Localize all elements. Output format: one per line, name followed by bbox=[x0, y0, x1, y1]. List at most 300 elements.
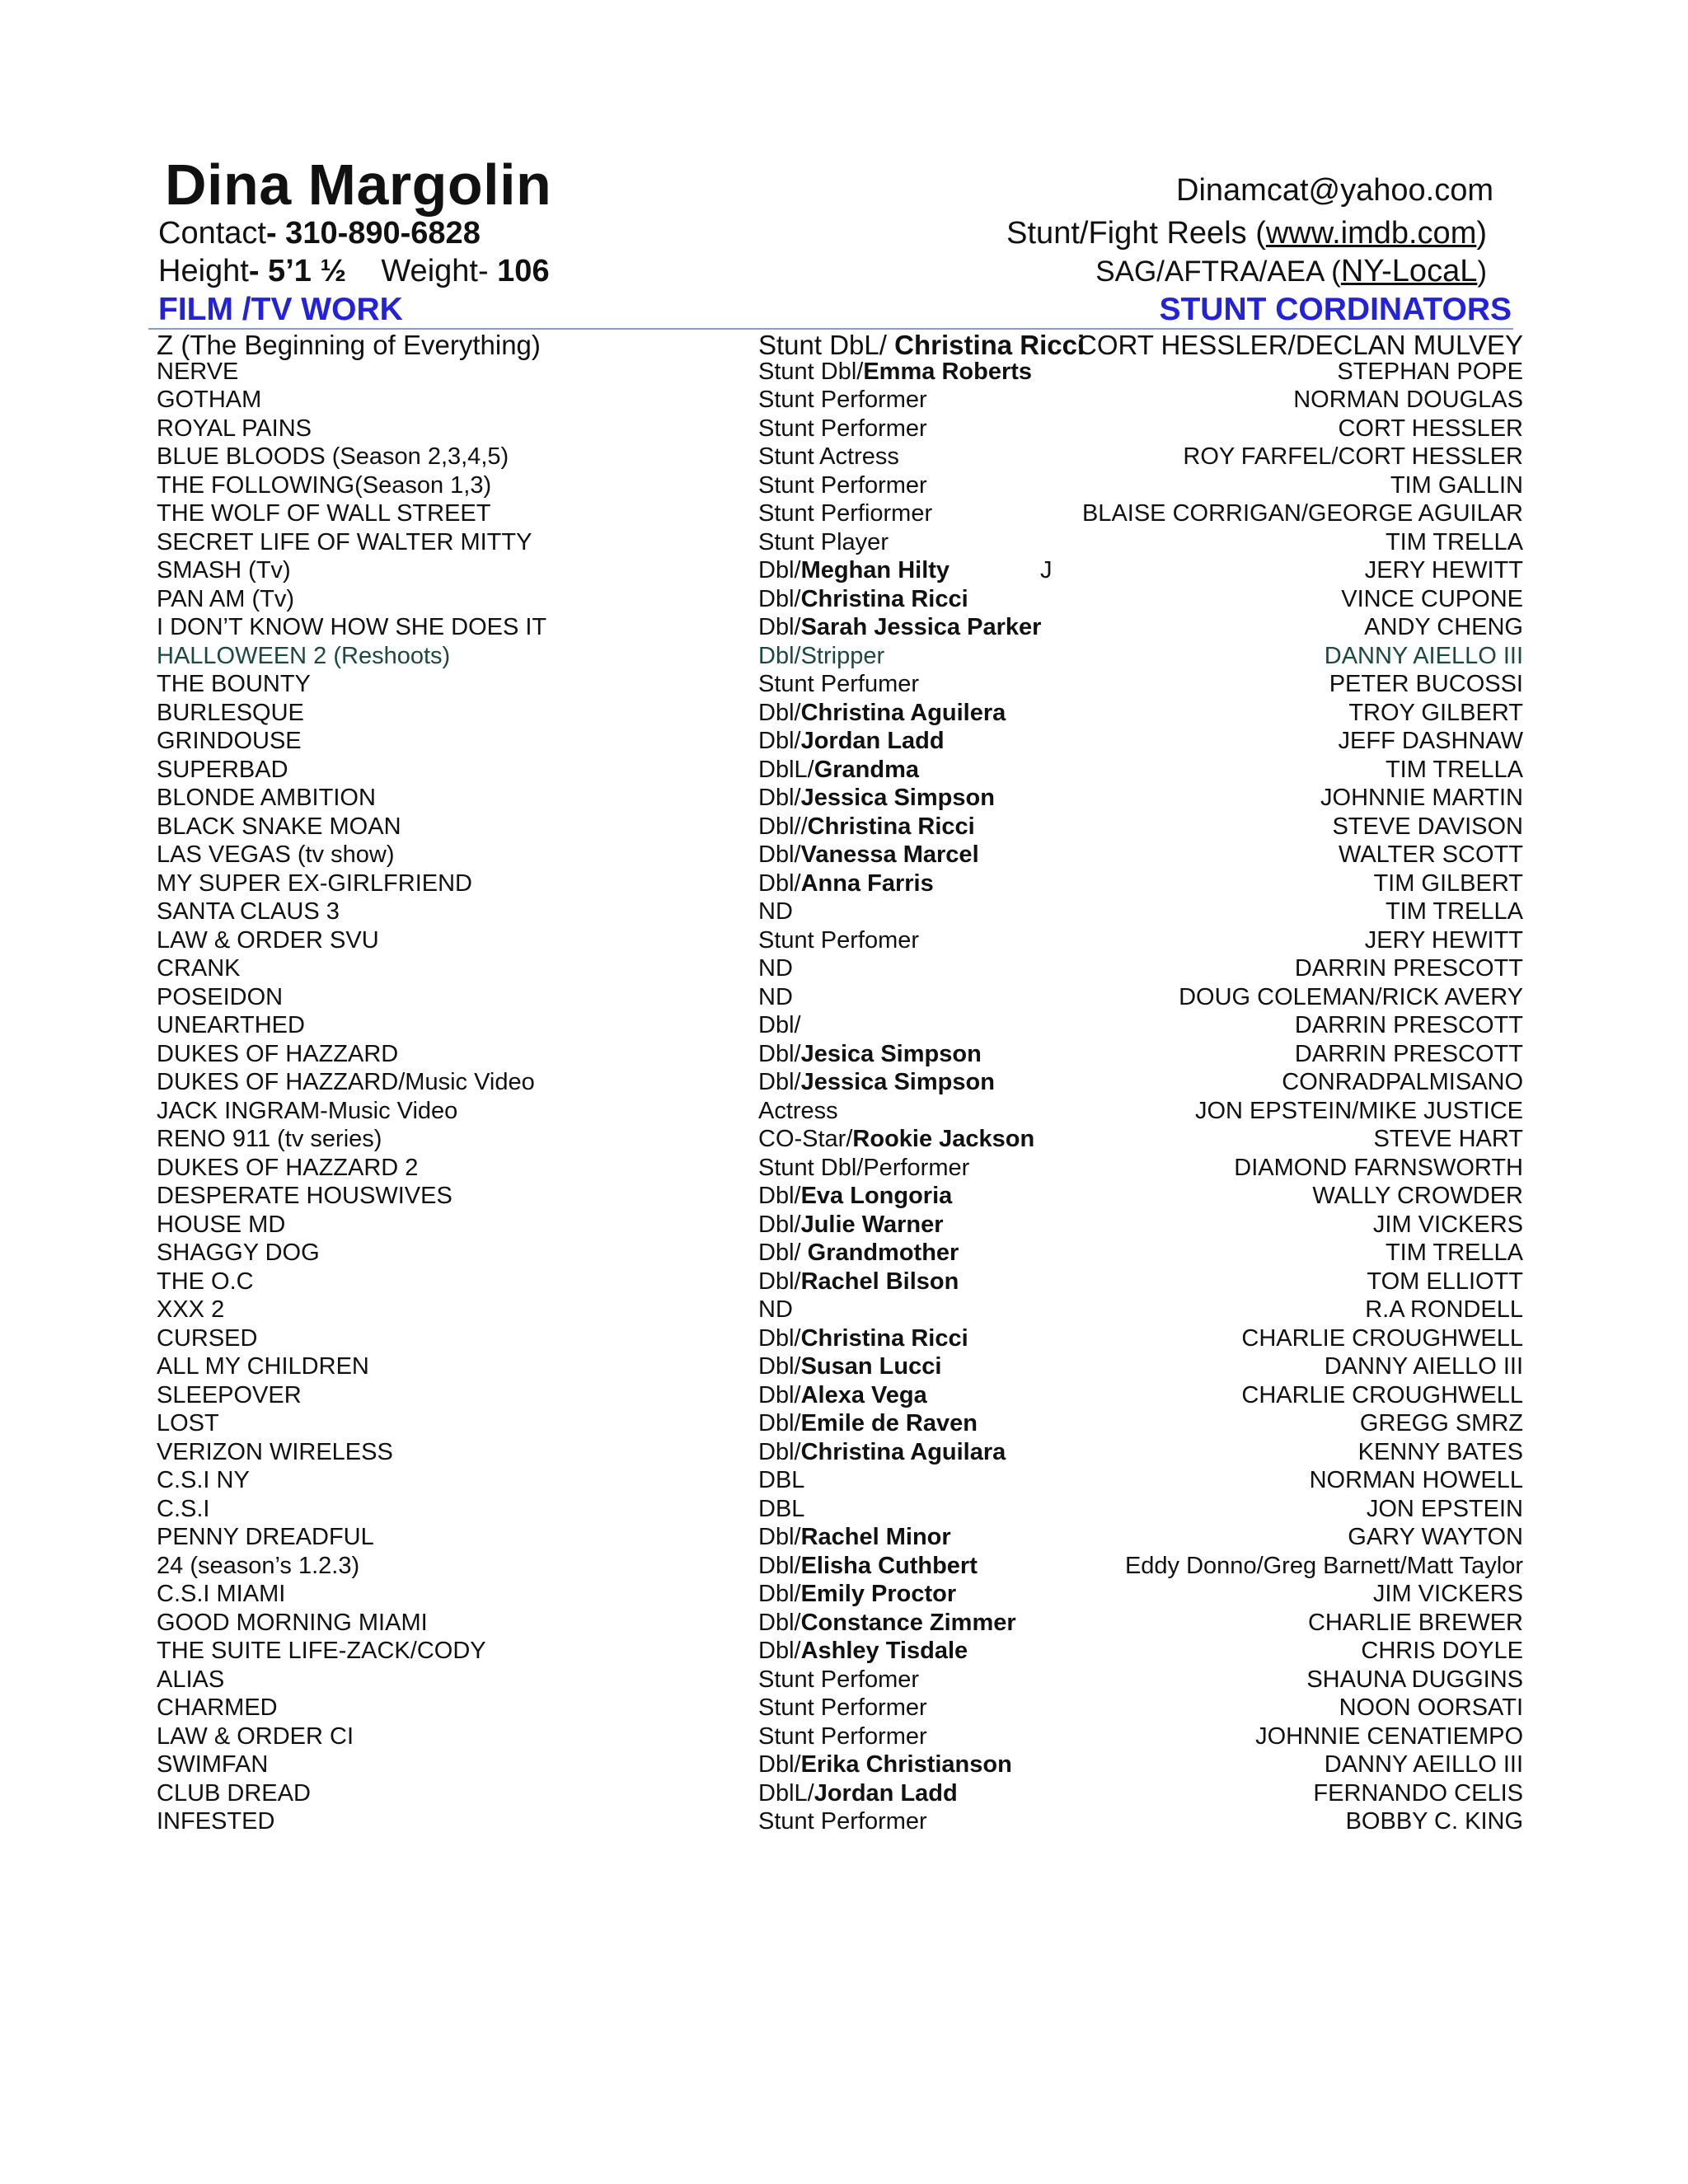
stunt-coordinator: DOUG COLEMAN/RICK AVERY bbox=[1179, 983, 1523, 1010]
credit-row bbox=[0, 500, 1688, 529]
contact-label: Contact bbox=[158, 216, 266, 251]
stunt-coordinator: DARRIN PRESCOTT bbox=[1294, 1012, 1523, 1038]
credit-role bbox=[758, 1382, 927, 1409]
credit-row bbox=[0, 1268, 1688, 1297]
stunt-coordinator: PETER BUCOSSI bbox=[1329, 671, 1523, 697]
role-prefix: Dbl/ bbox=[758, 1040, 801, 1067]
role-prefix: Dbl/ bbox=[758, 1638, 801, 1664]
credit-role bbox=[758, 813, 975, 841]
doubled-actor-name: Alexa Vega bbox=[800, 1381, 927, 1408]
credit-role bbox=[758, 387, 927, 414]
height-label: Height bbox=[158, 254, 249, 288]
stunt-coordinator: CHARLIE BREWER bbox=[1307, 1609, 1523, 1636]
credit-title: HALLOWEEN 2 (Reshoots) bbox=[157, 642, 451, 669]
stunt-coordinator: R.A RONDELL bbox=[1365, 1296, 1523, 1323]
credit-title: ROYAL PAINS bbox=[157, 415, 312, 442]
doubled-actor-name: Emily Proctor bbox=[800, 1581, 957, 1607]
role-prefix: Stunt Dbl/ bbox=[758, 358, 864, 385]
credit-role bbox=[758, 1610, 1016, 1637]
stunt-coordinator: DARRIN PRESCOTT bbox=[1294, 955, 1523, 982]
role-prefix: Dbl/ bbox=[758, 1552, 801, 1579]
role-prefix: Dbl/ bbox=[758, 585, 801, 612]
credit-role bbox=[758, 1069, 995, 1096]
credit-title: Z (The Beginning of Everything) bbox=[157, 330, 541, 360]
credit-role bbox=[758, 557, 1053, 584]
credit-title: DUKES OF HAZZARD bbox=[157, 1040, 399, 1067]
height-weight-line bbox=[158, 254, 550, 289]
credit-role bbox=[758, 330, 1085, 361]
credit-role bbox=[758, 586, 968, 613]
credit-title: C.S.I MIAMI bbox=[157, 1581, 286, 1607]
credit-row bbox=[0, 415, 1688, 444]
credit-row bbox=[0, 1296, 1688, 1325]
credit-title: LAW & ORDER CI bbox=[157, 1722, 354, 1750]
role-prefix: DBL bbox=[758, 1495, 805, 1522]
role-prefix: Dbl/ bbox=[758, 1324, 801, 1352]
role-prefix: Dbl/ bbox=[758, 557, 801, 583]
doubled-actor-name: Rachel Minor bbox=[800, 1524, 951, 1550]
credit-row bbox=[0, 1041, 1688, 1070]
role-prefix: Stunt Perfomer bbox=[758, 1666, 920, 1693]
role-prefix: ND bbox=[758, 1296, 793, 1323]
credit-row bbox=[0, 1126, 1688, 1155]
credit-row bbox=[0, 1382, 1688, 1411]
credit-title: DESPERATE HOUSWIVES bbox=[157, 1183, 452, 1209]
role-prefix: Dbl/ bbox=[758, 1609, 801, 1636]
credit-role bbox=[758, 757, 919, 784]
union-close: ) bbox=[1477, 255, 1487, 288]
credit-title: C.S.I NY bbox=[157, 1467, 250, 1493]
credit-row bbox=[0, 1439, 1688, 1468]
credit-role bbox=[758, 1581, 956, 1608]
doubled-actor-name: Rookie Jackson bbox=[852, 1126, 1035, 1152]
stunt-coordinator: TIM GALLIN bbox=[1390, 471, 1523, 499]
credit-role bbox=[758, 1553, 978, 1580]
stunt-coordinator: TOM ELLIOTT bbox=[1367, 1268, 1523, 1295]
credit-role bbox=[758, 1751, 1012, 1779]
doubled-actor-name: Ashley Tisdale bbox=[800, 1638, 968, 1664]
credit-row bbox=[0, 472, 1688, 501]
credit-role bbox=[758, 1808, 927, 1835]
credit-row bbox=[0, 841, 1688, 870]
credit-role bbox=[758, 728, 945, 755]
phone-number: - 310-890-6828 bbox=[265, 216, 481, 251]
credit-role bbox=[758, 472, 927, 499]
height-value: - 5’1 ½ bbox=[248, 254, 347, 288]
credit-title: XXX 2 bbox=[157, 1296, 225, 1323]
doubled-actor-name: Vanessa Marcel bbox=[800, 841, 979, 868]
stunt-coordinator: CHARLIE CROUGHWELL bbox=[1241, 1324, 1523, 1352]
stunt-coordinator: Eddy Donno/Greg Barnett/Matt Taylor bbox=[1124, 1552, 1523, 1579]
credit-title: VERIZON WIRELESS bbox=[157, 1438, 393, 1465]
credit-role bbox=[758, 1155, 969, 1182]
credit-title: SECRET LIFE OF WALTER MITTY bbox=[157, 528, 532, 555]
doubled-actor-name: Susan Lucci bbox=[800, 1353, 942, 1380]
performer-name: Dina Margolin bbox=[165, 152, 552, 217]
credit-title: SUPERBAD bbox=[157, 756, 288, 783]
weight-value: 106 bbox=[497, 254, 550, 288]
stunt-coordinator: JERY HEWITT bbox=[1364, 926, 1523, 954]
stunt-coordinator: TIM TRELLA bbox=[1385, 1240, 1523, 1266]
doubled-actor-name: Sarah Jessica Parker bbox=[800, 614, 1042, 640]
credit-title: 24 (season’s 1.2.3) bbox=[157, 1552, 360, 1579]
stunt-coordinator: NORMAN HOWELL bbox=[1309, 1467, 1523, 1493]
credit-row bbox=[0, 984, 1688, 1013]
credit-role bbox=[758, 785, 995, 812]
role-prefix: Dbl/ bbox=[758, 699, 801, 726]
role-prefix: Stunt Dbl/Performer bbox=[758, 1154, 970, 1181]
credit-row bbox=[0, 1610, 1688, 1638]
contact-line bbox=[158, 216, 481, 251]
credit-role bbox=[758, 1524, 951, 1551]
credit-role bbox=[758, 1439, 1006, 1466]
role-prefix: ND bbox=[758, 955, 793, 982]
role-prefix: Dbl/ bbox=[758, 1524, 801, 1550]
credit-title: ALL MY CHILDREN bbox=[157, 1353, 369, 1380]
union-line bbox=[1095, 254, 1487, 289]
credit-row bbox=[0, 1780, 1688, 1809]
stunt-coordinator: JON EPSTEIN bbox=[1366, 1495, 1523, 1522]
stunt-coordinator: JIM VICKERS bbox=[1372, 1581, 1523, 1607]
role-prefix: ND bbox=[758, 898, 793, 925]
credit-role bbox=[758, 1240, 959, 1267]
stunt-coordinator: GARY WAYTON bbox=[1348, 1524, 1523, 1550]
credit-role bbox=[758, 870, 934, 898]
stunt-coordinator: JOHNNIE MARTIN bbox=[1320, 785, 1523, 811]
credit-role bbox=[758, 1353, 941, 1380]
credit-title: ALIAS bbox=[157, 1666, 225, 1693]
stunt-coordinator: ROY FARFEL/CORT HESSLER bbox=[1183, 443, 1523, 470]
doubled-actor-name: Grandmother bbox=[807, 1240, 959, 1266]
credit-role bbox=[758, 614, 1041, 641]
role-prefix: Dbl/ bbox=[758, 1751, 801, 1778]
credit-role bbox=[758, 1496, 804, 1523]
credit-title: C.S.I bbox=[157, 1495, 210, 1522]
role-prefix: Dbl/ bbox=[758, 869, 801, 897]
credit-row bbox=[0, 1183, 1688, 1212]
credit-title: CHARMED bbox=[157, 1694, 278, 1721]
stunt-coordinator: SHAUNA DUGGINS bbox=[1306, 1666, 1523, 1693]
stunt-coordinator: JERY HEWITT bbox=[1364, 557, 1523, 583]
credit-row bbox=[0, 1496, 1688, 1525]
role-prefix: DBL bbox=[758, 1467, 805, 1493]
stunt-coordinator: NOON OORSATI bbox=[1339, 1694, 1523, 1721]
credit-row bbox=[0, 813, 1688, 842]
credit-row bbox=[0, 1240, 1688, 1268]
credit-row bbox=[0, 898, 1688, 927]
credit-role bbox=[758, 898, 793, 926]
credit-role bbox=[758, 700, 1006, 727]
credit-role bbox=[758, 671, 919, 698]
credit-title: THE WOLF OF WALL STREET bbox=[157, 500, 491, 527]
union-local: NY-LocaL bbox=[1340, 254, 1478, 288]
stunt-coordinator: FERNANDO CELIS bbox=[1313, 1779, 1523, 1807]
doubled-actor-name: Jordan Ladd bbox=[814, 1779, 958, 1807]
credit-title: DUKES OF HAZZARD/Music Video bbox=[157, 1069, 535, 1095]
credit-role bbox=[758, 927, 919, 954]
role-prefix: Stunt Player bbox=[758, 528, 889, 555]
role-prefix: Dbl/ bbox=[758, 1240, 808, 1266]
role-prefix: Dbl/ bbox=[758, 1183, 801, 1209]
role-prefix: Stunt Performer bbox=[758, 1694, 927, 1721]
credit-role bbox=[758, 955, 793, 982]
role-suffix: J bbox=[1040, 557, 1053, 583]
stunt-coordinator: JON EPSTEIN/MIKE JUSTICE bbox=[1195, 1097, 1523, 1124]
credit-row bbox=[0, 671, 1688, 700]
stunt-coordinator: CHRIS DOYLE bbox=[1361, 1638, 1523, 1664]
stunt-coordinator: STEVE DAVISON bbox=[1332, 813, 1523, 840]
credit-row bbox=[0, 1553, 1688, 1582]
credit-title: CLUB DREAD bbox=[157, 1779, 311, 1807]
stunt-coordinator: TIM TRELLA bbox=[1385, 756, 1523, 783]
credit-title: POSEIDON bbox=[157, 983, 284, 1010]
credit-title: BURLESQUE bbox=[157, 699, 304, 726]
stunt-coordinator: JIM VICKERS bbox=[1372, 1211, 1523, 1238]
credit-title: SWIMFAN bbox=[157, 1751, 269, 1778]
credit-row bbox=[0, 1524, 1688, 1553]
union-label: SAG/AFTRA/AEA ( bbox=[1095, 255, 1341, 288]
role-prefix: Dbl/ bbox=[758, 1581, 801, 1607]
doubled-actor-name: Christina Aguilara bbox=[800, 1438, 1006, 1465]
credit-title: LAW & ORDER SVU bbox=[157, 926, 379, 954]
credit-role bbox=[758, 841, 979, 869]
credit-row bbox=[0, 1212, 1688, 1240]
reels-label: Stunt/Fight Reels ( bbox=[1006, 216, 1266, 251]
role-prefix: Stunt Perfomer bbox=[758, 926, 920, 954]
role-prefix: Actress bbox=[758, 1097, 838, 1124]
credit-title: GOOD MORNING MIAMI bbox=[157, 1609, 428, 1636]
credit-row bbox=[0, 1638, 1688, 1666]
email-address: Dinamcat@yahoo.com bbox=[1176, 173, 1493, 208]
credit-role bbox=[758, 1325, 968, 1352]
credit-role bbox=[758, 1638, 968, 1665]
doubled-actor-name: Christina Ricci bbox=[800, 1324, 968, 1352]
stunt-coordinator: CORT HESSLER/DECLAN MULVEY bbox=[1077, 330, 1523, 360]
reels-link[interactable]: www.imdb.com bbox=[1265, 216, 1477, 251]
role-prefix: Dbl/ bbox=[758, 1438, 801, 1465]
credit-row bbox=[0, 1467, 1688, 1496]
stunt-coordinator: DANNY AIELLO III bbox=[1324, 642, 1523, 669]
weight-label: Weight- bbox=[381, 254, 498, 288]
credit-title: BLONDE AMBITION bbox=[157, 785, 376, 811]
credit-title: SHAGGY DOG bbox=[157, 1240, 320, 1266]
stunt-coordinator: STEVE HART bbox=[1373, 1126, 1523, 1152]
role-prefix: DblL/ bbox=[758, 756, 814, 783]
stunt-coordinator: JOHNNIE CENATIEMPO bbox=[1255, 1722, 1523, 1750]
credit-row bbox=[0, 1155, 1688, 1183]
role-prefix: Dbl/ bbox=[758, 841, 801, 868]
credit-title: SANTA CLAUS 3 bbox=[157, 898, 340, 925]
credit-row bbox=[0, 870, 1688, 899]
credit-title: BLACK SNAKE MOAN bbox=[157, 813, 401, 840]
credit-title: THE FOLLOWING(Season 1,3) bbox=[157, 471, 492, 499]
stunt-coordinator: WALLY CROWDER bbox=[1312, 1183, 1523, 1209]
credit-role bbox=[758, 1410, 978, 1437]
credit-role bbox=[758, 984, 793, 1011]
stunt-coordinator: DANNY AIELLO III bbox=[1324, 1353, 1523, 1380]
credit-title: THE BOUNTY bbox=[157, 671, 311, 697]
stunt-coordinator: KENNY BATES bbox=[1357, 1438, 1523, 1465]
credit-role bbox=[758, 1723, 927, 1750]
role-prefix: Stunt Actress bbox=[758, 443, 899, 470]
stunt-coordinator: CHARLIE CROUGHWELL bbox=[1241, 1381, 1523, 1408]
credit-role bbox=[758, 1666, 919, 1694]
stunt-coordinator: BLAISE CORRIGAN/GEORGE AGUILAR bbox=[1081, 500, 1523, 527]
credit-role bbox=[758, 443, 899, 471]
credit-row bbox=[0, 1012, 1688, 1041]
doubled-actor-name: Meghan Hilty bbox=[800, 557, 950, 583]
credit-row bbox=[0, 1808, 1688, 1837]
credits-list bbox=[0, 330, 1688, 1837]
role-prefix: Dbl/ bbox=[758, 728, 801, 754]
credit-row bbox=[0, 614, 1688, 643]
role-prefix: Dbl/ bbox=[758, 1353, 801, 1380]
credit-title: UNEARTHED bbox=[157, 1012, 305, 1038]
role-prefix: Stunt Performer bbox=[758, 1808, 927, 1835]
role-prefix: CO-Star/ bbox=[758, 1126, 853, 1152]
credit-row bbox=[0, 785, 1688, 813]
credit-role bbox=[758, 1780, 958, 1807]
role-prefix: Stunt Performer bbox=[758, 471, 927, 499]
stunt-coordinator: ANDY CHENG bbox=[1364, 614, 1523, 640]
stunt-coordinator: VINCE CUPONE bbox=[1341, 585, 1523, 612]
stunt-coordinator: DIAMOND FARNSWORTH bbox=[1234, 1154, 1523, 1181]
stunt-coordinator: DANNY AEILLO III bbox=[1324, 1751, 1523, 1778]
doubled-actor-name: Christina Ricci bbox=[807, 813, 975, 840]
reels-line bbox=[1006, 216, 1487, 251]
credit-title: BLUE BLOODS (Season 2,3,4,5) bbox=[157, 443, 509, 470]
credit-row bbox=[0, 955, 1688, 984]
credit-title: CRANK bbox=[157, 955, 241, 982]
doubled-actor-name: Erika Christianson bbox=[800, 1751, 1012, 1778]
credit-title: LOST bbox=[157, 1410, 219, 1436]
role-prefix: Dbl/ bbox=[758, 1069, 801, 1095]
credit-row bbox=[0, 443, 1688, 472]
credit-title: I DON’T KNOW HOW SHE DOES IT bbox=[157, 614, 547, 640]
credit-role bbox=[758, 643, 884, 670]
credit-title: PENNY DREADFUL bbox=[157, 1524, 374, 1550]
role-prefix: Dbl/ bbox=[758, 614, 801, 640]
credit-row bbox=[0, 1069, 1688, 1098]
credit-role bbox=[758, 1467, 804, 1494]
credit-title: THE SUITE LIFE-ZACK/CODY bbox=[157, 1638, 486, 1664]
stunt-coordinator: BOBBY C. KING bbox=[1345, 1808, 1523, 1835]
role-prefix: Stunt Performer bbox=[758, 415, 927, 442]
credit-title: DUKES OF HAZZARD 2 bbox=[157, 1154, 419, 1181]
role-prefix: DblL/ bbox=[758, 1779, 814, 1807]
role-prefix: Stunt Performer bbox=[758, 1722, 927, 1750]
reels-close: ) bbox=[1476, 216, 1487, 251]
doubled-actor-name: Julie Warner bbox=[800, 1211, 944, 1238]
credit-row bbox=[0, 757, 1688, 785]
credit-row bbox=[0, 359, 1688, 387]
credit-role bbox=[758, 359, 1032, 386]
doubled-actor-name: Rachel Bilson bbox=[800, 1268, 959, 1295]
credit-title: PAN AM (Tv) bbox=[157, 585, 295, 612]
credit-title: SMASH (Tv) bbox=[157, 557, 291, 583]
credit-role bbox=[758, 1041, 982, 1068]
credit-title: SLEEPOVER bbox=[157, 1381, 302, 1408]
credit-role bbox=[758, 1296, 793, 1324]
role-prefix: Stunt Performer bbox=[758, 387, 927, 413]
credit-row bbox=[0, 1723, 1688, 1752]
credit-row bbox=[0, 1353, 1688, 1382]
credit-row bbox=[0, 557, 1688, 586]
credit-role bbox=[758, 1183, 952, 1210]
credit-row bbox=[0, 1098, 1688, 1127]
role-prefix: Stunt DbL/ bbox=[758, 330, 895, 360]
role-prefix: Dbl/ bbox=[758, 1381, 801, 1408]
credit-row bbox=[0, 529, 1688, 558]
credit-row bbox=[0, 643, 1688, 672]
doubled-actor-name: Jordan Ladd bbox=[800, 728, 945, 754]
role-prefix: Dbl/ bbox=[758, 785, 801, 811]
role-prefix: Dbl/Stripper bbox=[758, 642, 885, 669]
credit-row bbox=[0, 387, 1688, 415]
credit-title: JACK INGRAM-Music Video bbox=[157, 1097, 458, 1124]
doubled-actor-name: Jessica Simpson bbox=[800, 1069, 995, 1095]
credit-row bbox=[0, 1581, 1688, 1610]
stunt-coordinator: TIM TRELLA bbox=[1385, 528, 1523, 555]
stunt-coordinator: TIM TRELLA bbox=[1385, 898, 1523, 925]
role-prefix: ND bbox=[758, 983, 793, 1010]
stunt-coordinator: NORMAN DOUGLAS bbox=[1293, 387, 1523, 413]
credit-title: THE O.C bbox=[157, 1268, 254, 1295]
credit-row bbox=[0, 1751, 1688, 1780]
credit-row bbox=[0, 586, 1688, 615]
stunt-coordinator: DARRIN PRESCOTT bbox=[1294, 1040, 1523, 1067]
stunt-coordinator: JEFF DASHNAW bbox=[1338, 728, 1523, 754]
doubled-actor-name: Constance Zimmer bbox=[800, 1609, 1016, 1636]
doubled-actor-name: Elisha Cuthbert bbox=[800, 1552, 978, 1579]
doubled-actor-name: Jessica Simpson bbox=[800, 785, 995, 811]
role-prefix: Dbl/ bbox=[758, 1410, 801, 1436]
role-prefix: Dbl// bbox=[758, 813, 808, 840]
role-prefix: Dbl/ bbox=[758, 1211, 801, 1238]
credit-row bbox=[0, 330, 1688, 359]
stunt-coordinator: GREGG SMRZ bbox=[1359, 1410, 1523, 1436]
credit-title: HOUSE MD bbox=[157, 1211, 286, 1238]
role-prefix: Stunt Perfumer bbox=[758, 671, 920, 697]
stunt-coordinator: CORT HESSLER bbox=[1338, 415, 1523, 442]
credit-role bbox=[758, 529, 889, 556]
credit-title: GOTHAM bbox=[157, 387, 262, 413]
credit-row bbox=[0, 1410, 1688, 1439]
role-prefix: Dbl/ bbox=[758, 1012, 801, 1038]
credit-row bbox=[0, 1325, 1688, 1354]
credit-role bbox=[758, 1098, 838, 1125]
credit-row bbox=[0, 700, 1688, 729]
credit-role bbox=[758, 1268, 959, 1296]
role-prefix: Dbl/ bbox=[758, 1268, 801, 1295]
doubled-actor-name: Christina Ricci bbox=[800, 585, 968, 612]
credit-role bbox=[758, 415, 927, 443]
doubled-actor-name: Eva Longoria bbox=[800, 1183, 953, 1209]
stunt-coordinator: TIM GILBERT bbox=[1373, 869, 1523, 897]
credit-role bbox=[758, 1212, 944, 1239]
credit-title: INFESTED bbox=[157, 1808, 275, 1835]
section-heading-coordinators: STUNT CORDINATORS bbox=[1159, 292, 1512, 327]
credit-row bbox=[0, 728, 1688, 757]
credit-title: NERVE bbox=[157, 358, 239, 385]
credit-title: LAS VEGAS (tv show) bbox=[157, 841, 395, 868]
doubled-actor-name: Christina Aguilera bbox=[800, 699, 1006, 726]
stunt-coordinator: CONRADPALMISANO bbox=[1282, 1069, 1523, 1095]
credit-title: MY SUPER EX-GIRLFRIEND bbox=[157, 869, 472, 897]
role-prefix: Stunt Perfiormer bbox=[758, 500, 933, 527]
credit-role bbox=[758, 1012, 801, 1039]
doubled-actor-name: Emile de Raven bbox=[800, 1410, 978, 1436]
